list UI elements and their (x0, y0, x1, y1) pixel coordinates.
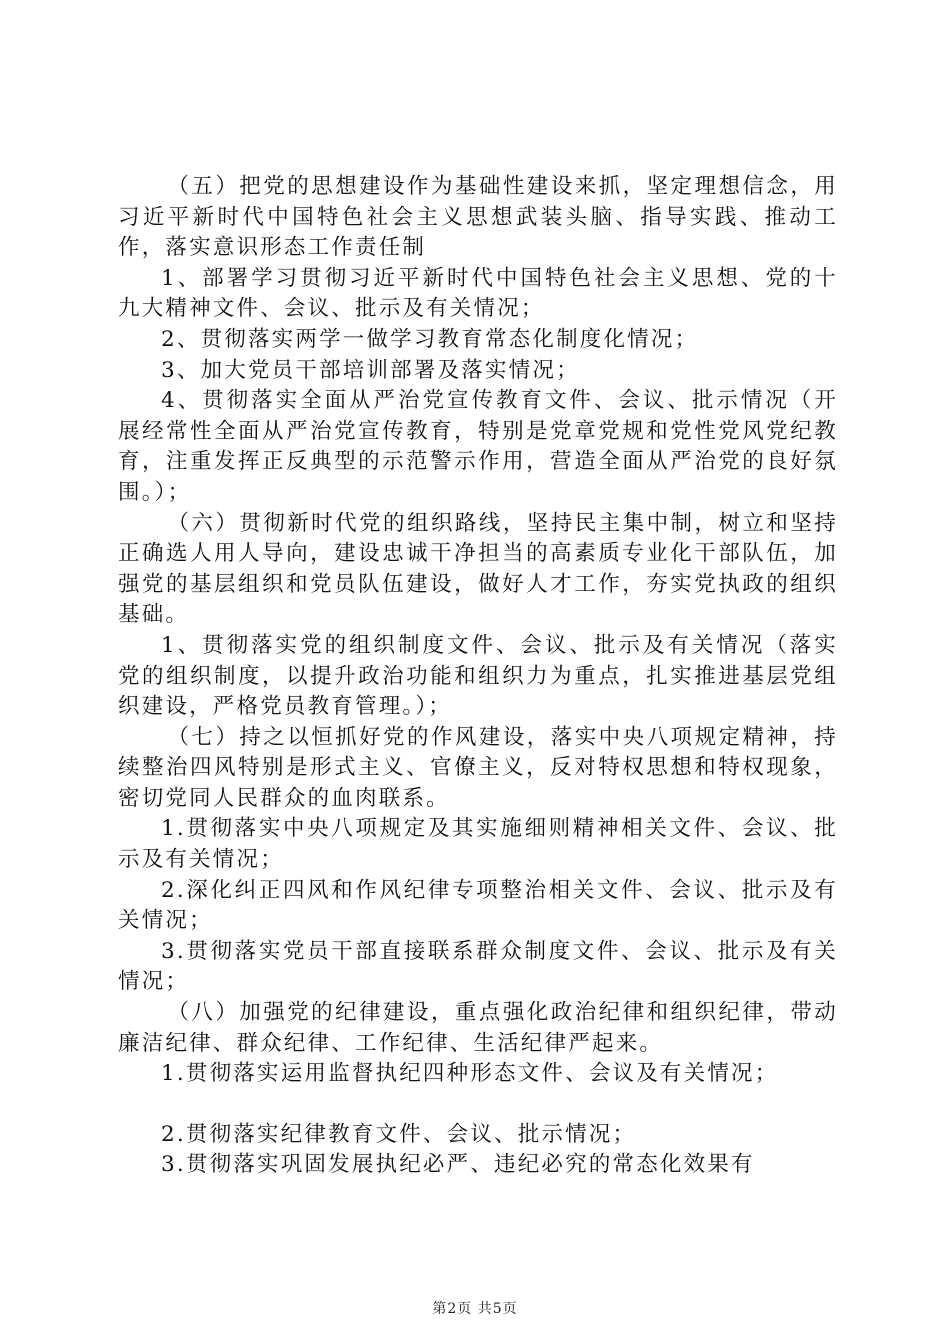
list-item: 3.贯彻落实党员干部直接联系群众制度文件、会议、批示及有关情况； (118, 938, 838, 995)
document-body (118, 172, 838, 1181)
list-item: 1、部署学习贯彻习近平新时代中国特色社会主义思想、党的十九大精神文件、会议、批示及有关情况； (118, 265, 838, 322)
list-item: 3.贯彻落实巩固发展执纪必严、违纪必究的常态化效果有 (161, 1152, 755, 1178)
list-item: 2.贯彻落实纪律教育文件、会议、批示情况； (161, 1121, 637, 1147)
list-item: 1、贯彻落实党的组织制度文件、会议、批示及有关情况（落实党的组织制度，以提升政治功能和组织力为重点，扎实推进基层党组织建设，严格党员教育管理。）； (118, 632, 838, 720)
list-item: 1.贯彻落实中央八项规定及其实施细则精神相关文件、会议、批示及有关情况； (118, 816, 838, 873)
section-heading-5: （五）把党的思想建设作为基础性建设来抓，坚定理想信念，用习近平新时代中国特色社会主义思想武装头脑、指导实践、推动工作，落实意识形态工作责任制 (118, 174, 838, 261)
list-item: 2、贯彻落实两学一做学习教育常态化制度化情况； (161, 326, 699, 352)
list-item: 3、加大党员干部培训部署及落实情况； (161, 357, 580, 383)
list-item: 4、贯彻落实全面从严治党宣传教育文件、会议、批示情况（开展经常性全面从严治党宣传教育，特别是党章党规和党性党风党纪教育，注重发挥正反典型的示范警示作用，营造全面从严治党的良好氛围。）； (118, 388, 838, 505)
section-heading-8: （八）加强党的纪律建设，重点强化政治纪律和组织纪律，带动廉洁纪律、群众纪律、工作纪律、生活纪律严起来。 (118, 1000, 838, 1056)
list-item: 2.深化纠正四风和作风纪律专项整治相关文件、会议、批示及有关情况； (118, 877, 838, 934)
section-heading-6: （六）贯彻新时代党的组织路线，坚持民主集中制，树立和坚持正确选人用人导向，建设忠诚干净担当的高素质专业化干部队伍，加强党的基层组织和党员队伍建设，做好人才工作，夯实党执政的组织基础。 (118, 510, 838, 628)
page-number: 第2页 共5页 (432, 1301, 518, 1317)
list-item: 1.贯彻落实运用监督执纪四种形态文件、会议及有关情况； (161, 1061, 779, 1087)
section-heading-7: （七）持之以恒抓好党的作风建设，落实中央八项规定精神，持续整治四风特别是形式主义、官僚主义，反对特权思想和特权现象，密切党同人民群众的血肉联系。 (118, 724, 838, 811)
